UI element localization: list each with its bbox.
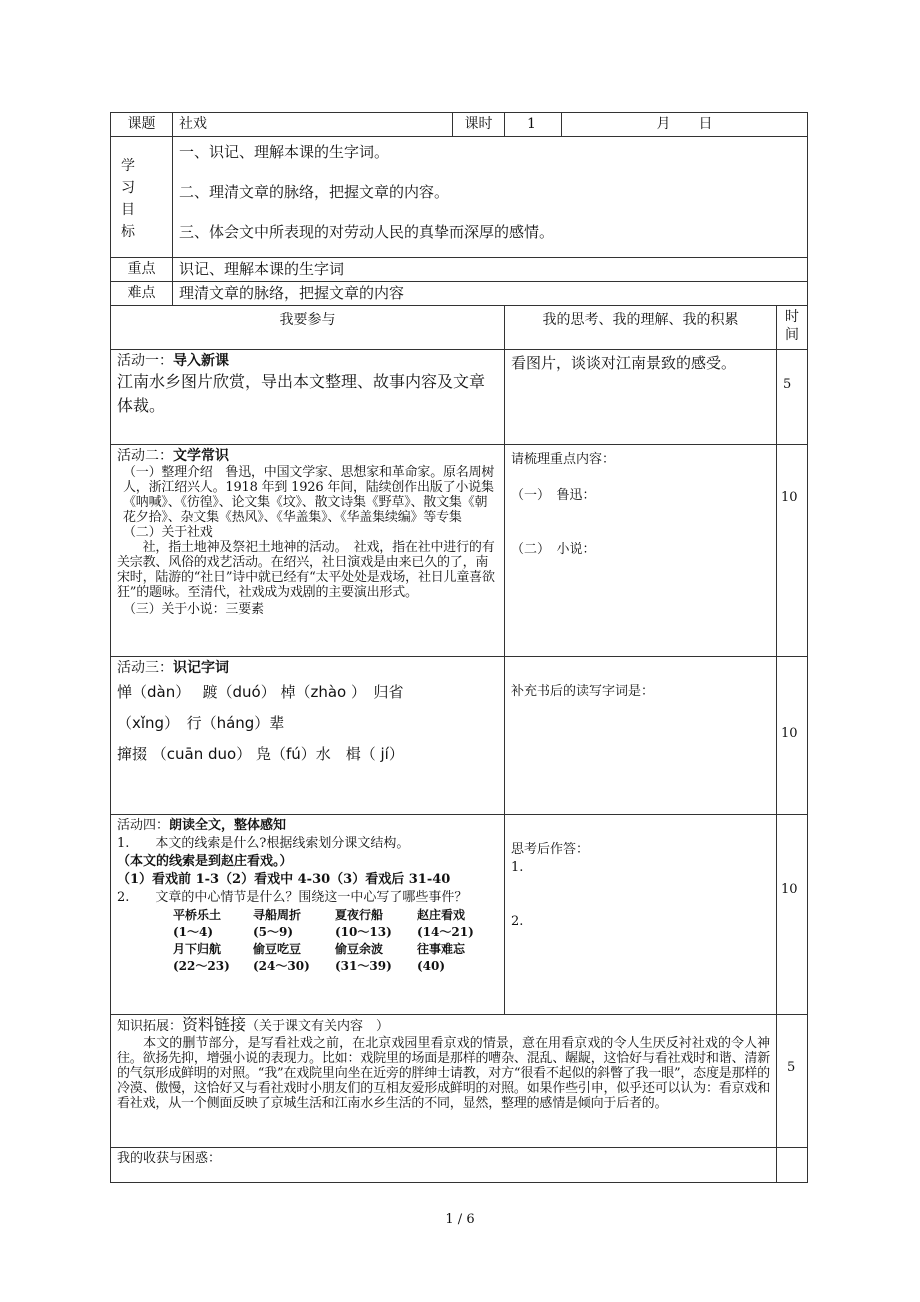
activity-1-time: 5: [776, 349, 808, 445]
activity-title: 文学常识: [173, 448, 229, 464]
activity-body: 江南水乡图片欣赏，导出本文整理、故事内容及文章体裁。: [117, 372, 486, 415]
event-item: 赵庄看戏: [417, 908, 466, 922]
activity-1-think: 看图片，谈谈对江南景致的感受。: [504, 349, 777, 445]
activity-title: 识记字词: [173, 660, 229, 676]
objectives-label-text: 学习目标: [121, 158, 135, 240]
question-2: 2. 文章的中心情节是什么？围绕这一中心写了哪些事件？: [117, 890, 468, 905]
objective-item: 三、体会文中所表现的对劳动人民的真挚而深厚的感情。: [179, 223, 555, 241]
date-field: 月 日: [561, 112, 808, 137]
event-item: 偷豆吃豆: [253, 942, 302, 956]
activity-4-time: 10: [776, 814, 808, 1015]
difficulty-label: 难点: [110, 281, 173, 306]
vocab-line: 惮（dàn） 踱（duó） 棹（zhào ） 归省: [117, 683, 404, 701]
event-item: (5～9): [253, 925, 294, 939]
activity-prefix: 活动四：: [117, 818, 170, 833]
extension-title: 资料链接: [182, 1015, 247, 1034]
think-line: （二） 小说：: [511, 542, 596, 557]
event-item: (14～21): [417, 925, 474, 939]
key-point-label: 重点: [110, 257, 173, 282]
activity-2-time: 10: [776, 444, 808, 657]
col-participate: 我要参与: [110, 305, 505, 350]
question-1: 1. 本文的线索是什么?根据线索划分课文结构。: [117, 836, 410, 851]
period-label: 课时: [452, 112, 505, 137]
activity-2-think: [504, 444, 777, 657]
activity-title: 导入新课: [173, 353, 229, 369]
activity-prefix: 活动一：: [117, 353, 173, 369]
extension-time: 5: [776, 1014, 808, 1148]
extension-body: 本文的删节部分，是写看社戏之前，在北京戏园里看京戏的情景，意在用看京戏的令人生厌反衬社戏的令人神往。欲扬先抑，增强小说的表现力。比如：戏院里的场面是那样的嘈杂、混乱、龌龊，这恰好与看社戏时和谐、清新的气氛形成鲜明的对照。“我”在戏院里向坐在近旁的胖绅士请教，对方“很看不起似的斜瞥了我一眼”，态度是那样的冷漠、傲慢，这恰好又与看社戏时小朋友们的互相友爱形成鲜明的对照。如果作些引申，似乎还可以认为：看京戏和看社戏，从一个侧面反映了京城生活和江南水乡生活的不同，显然，整理的感情是倾向于后者的。: [117, 1036, 770, 1111]
col-time: [776, 305, 808, 350]
activity-3-time: 10: [776, 656, 808, 815]
col-time-text: 时间: [785, 309, 799, 343]
activity-4: [110, 814, 505, 1015]
event-grid: [117, 907, 498, 975]
event-item: (40): [417, 959, 446, 973]
activity-line: （一）整理介绍 鲁迅，中国文学家、思想家和革命家。原名周树人，浙江绍兴人。1918 年到 1926 年间，陆续创作出版了小说集《呐喊》、《彷徨》、论文集《坟》、散文诗集《野草》、散文集《朝花夕拾》、杂文集《热风》、《华盖集》、《华盖集续编》等专集: [123, 465, 495, 525]
event-item: (24～30): [253, 959, 310, 973]
answer-1: （本文的线索是到赵庄看戏。）: [117, 854, 293, 869]
activity-line: （三）关于小说：三要素: [123, 602, 264, 617]
activity-1: [110, 349, 505, 445]
activity-3-think: 补充书后的读写字词是：: [504, 656, 777, 815]
knowledge-extension: [110, 1014, 777, 1148]
think-line: 思考后作答：: [511, 842, 590, 857]
activity-2: [110, 444, 505, 657]
activity-line: 社，指土地神及祭祀土地神的活动。 社戏，指在社中进行的有关宗教、风俗的戏艺活动。在绍兴，社日演戏是由来已久的了，南宋时，陆游的“社日”诗中就已经有“太平处处是戏场，社日儿童喜欲狂”的题咏。至清代，社戏成为戏剧的主要演出形式。: [117, 540, 495, 600]
objective-item: 一、识记、理解本课的生字词。: [179, 143, 390, 161]
vocab-line: （xǐng） 行（háng）辈: [117, 714, 285, 732]
key-point-text: 识记、理解本课的生字词: [172, 257, 808, 282]
activity-3: [110, 656, 505, 815]
harvest-time: [776, 1147, 808, 1183]
page-number: 1 / 6: [445, 1212, 475, 1227]
activity-line: （二）关于社戏: [123, 525, 213, 540]
extension-suffix: （关于课文有关内容 ）: [246, 1019, 390, 1034]
col-think: 我的思考、我的理解、我的积累: [504, 305, 777, 350]
objective-item: 二、理清文章的脉络，把握文章的内容。: [179, 183, 450, 201]
event-item: 寻船周折: [253, 908, 302, 922]
objectives-label: [110, 136, 173, 258]
activity-4-think: [504, 814, 777, 1015]
event-item: (31～39): [335, 959, 392, 973]
think-line: （一） 鲁迅：: [511, 488, 596, 503]
event-item: 夏夜行船: [335, 908, 384, 922]
answer-1-structure: （1）看戏前 1-3（2）看戏中 4-30（3）看戏后 31-40: [117, 872, 451, 887]
event-item: 偷豆余波: [335, 942, 384, 956]
event-item: (1～4): [173, 925, 214, 939]
topic-label: 课题: [110, 112, 173, 137]
period-value: 1: [504, 112, 562, 137]
think-line: 1.: [511, 860, 524, 875]
activity-title: 朗读全文，整体感知: [169, 818, 287, 833]
event-item: (10～13): [335, 925, 392, 939]
objectives-list: [172, 136, 808, 258]
activity-prefix: 活动二：: [117, 448, 173, 464]
event-item: 往事难忘: [417, 942, 466, 956]
think-line: 2.: [511, 914, 524, 929]
event-item: 平桥乐土: [173, 908, 222, 922]
harvest-label: 我的收获与困惑：: [110, 1147, 777, 1183]
event-item: (22～23): [173, 959, 230, 973]
think-line: 请梳理重点内容：: [511, 452, 616, 467]
topic-value: 社戏: [172, 112, 453, 137]
vocab-line: 撺掇 （cuān duo） 凫（fú）水 楫（ jí）: [117, 745, 404, 763]
difficulty-text: 理清文章的脉络，把握文章的内容: [172, 281, 808, 306]
activity-prefix: 活动三：: [117, 660, 173, 676]
extension-prefix: 知识拓展：: [117, 1019, 183, 1034]
event-item: 月下归航: [173, 942, 222, 956]
